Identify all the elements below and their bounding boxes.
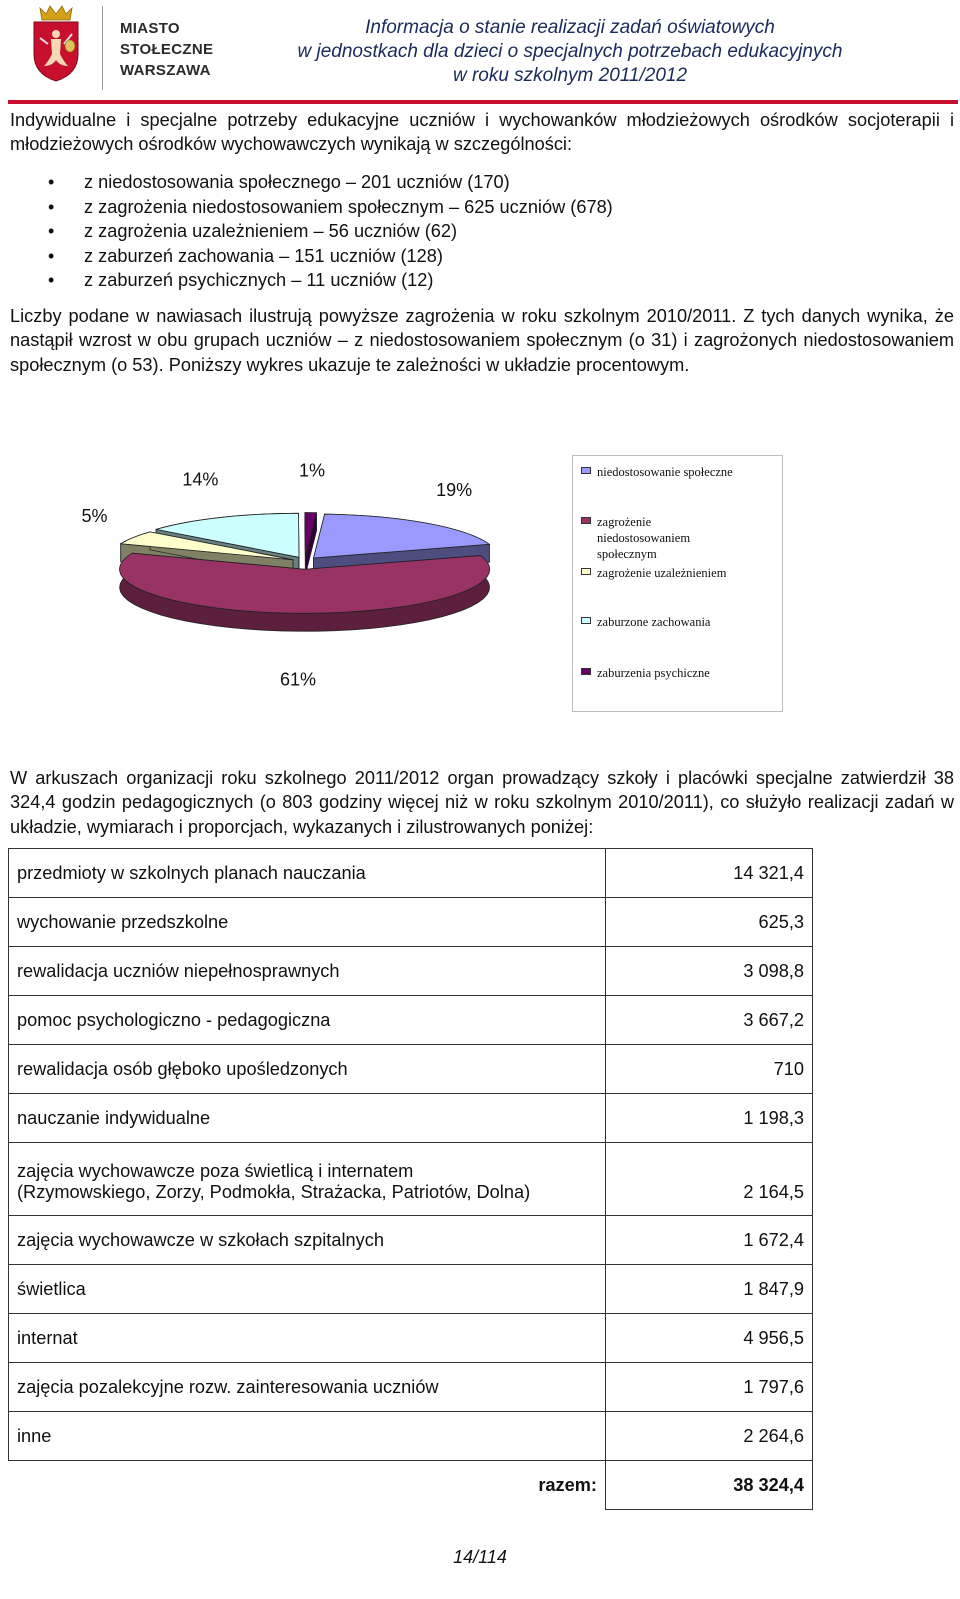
legend-swatch: [581, 467, 591, 474]
table-row: [9, 1265, 813, 1314]
table-row: [9, 898, 813, 947]
table-row: [9, 1363, 813, 1412]
row-label: [9, 1363, 606, 1412]
brand-name: [120, 18, 213, 81]
row-value: 3 098,8: [606, 947, 813, 996]
row-label-text: internat: [17, 1327, 78, 1348]
row-value: 3 667,2: [606, 996, 813, 1045]
row-label-text: zajęcia pozalekcyjne rozw. zainteresowania uczniów: [17, 1376, 439, 1397]
title-line: Informacja o stanie realizacji zadań oświatowych: [365, 17, 775, 38]
row-label: [9, 1143, 606, 1216]
table-row: [9, 1143, 813, 1216]
pie-slice: [120, 553, 490, 631]
explanation-paragraph: Liczby podane w nawiasach ilustrują powyższe zagrożenia w roku szkolnym 2010/2011. Z tych danych wynika, że nastąpił wzrost w obu grupach uczniów – z niedostosowaniem społecznym (o 31) i zagrożonych niedostosowaniem społecznym (o 53). Poniższy wykres ukazuje te zależności w układzie procentowym.: [10, 306, 954, 375]
row-label: [9, 898, 606, 947]
row-label-text: rewalidacja uczniów niepełnosprawnych: [17, 960, 340, 981]
row-value: 4 956,5: [606, 1314, 813, 1363]
row-value: 710: [606, 1045, 813, 1094]
row-value: 14 321,4: [606, 849, 813, 898]
bullet-list: [48, 170, 613, 293]
row-label-text: wychowanie przedszkolne: [17, 911, 229, 932]
slice-percent-label: 61%: [280, 669, 317, 690]
table-row: [9, 849, 813, 898]
document-title: [250, 16, 890, 88]
row-label: [9, 1265, 606, 1314]
total-value: 38 324,4: [606, 1461, 813, 1510]
legend-label: zagrożenie uzależnieniem: [597, 566, 727, 580]
table-row: [9, 1094, 813, 1143]
legend-swatch: [581, 668, 591, 675]
table-row: [9, 1412, 813, 1461]
row-value: 1 198,3: [606, 1094, 813, 1143]
legend-label: zaburzenia psychiczne: [597, 666, 710, 680]
row-value: 1 847,9: [606, 1265, 813, 1314]
row-label-text: rewalidacja osób głęboko upośledzonych: [17, 1058, 348, 1079]
intro-paragraph: Indywidualne i specjalne potrzeby edukacyjne uczniów i wychowanków młodzieżowych ośrodków socjoterapii i młodzieżowych ośrodków wychowawczych wynikają w szczególności:: [10, 110, 954, 155]
row-label-text: (Rzymowskiego, Zorzy, Podmokła, Strażacka, Patriotów, Dolna): [17, 1182, 531, 1202]
list-item: • z niedostosowania społecznego – 201 uczniów (170): [48, 170, 613, 195]
title-line: w roku szkolnym 2011/2012: [452, 65, 688, 86]
header-rule: [8, 100, 958, 104]
table-row: [9, 996, 813, 1045]
title-line: w jednostkach dla dzieci o specjalnych potrzebach edukacyjnych: [297, 41, 843, 62]
row-label: [9, 996, 606, 1045]
table-row: [9, 1045, 813, 1094]
row-label-text: świetlica: [17, 1278, 86, 1299]
hours-paragraph: W arkuszach organizacji roku szkolnego 2011/2012 organ prowadzący szkoły i placówki specjalne zatwierdził 38 324,4 godzin pedagogicznych (o 803 godziny więcej niż w roku szkolnym 2010/2011), co służyło realizacji zadań w układzie, wymiarach i proporcjach, wykazanych i zilustrowanych poniżej:: [10, 768, 954, 837]
table-row: [9, 1314, 813, 1363]
row-value: 2 164,5: [606, 1143, 813, 1216]
row-value: 625,3: [606, 898, 813, 947]
hours-table: [8, 848, 813, 1510]
legend-label: zagrożenie niedostosowaniem społecznym: [597, 515, 691, 561]
brand-line: MIASTO: [120, 20, 180, 37]
row-label: [9, 947, 606, 996]
warsaw-coat-of-arms-logo: [30, 4, 82, 82]
row-label: [9, 1094, 606, 1143]
row-value: 1 797,6: [606, 1363, 813, 1412]
row-label: [9, 1314, 606, 1363]
row-label: [9, 1216, 606, 1265]
list-item: • z zagrożenia niedostosowaniem społecznym – 625 uczniów (678): [48, 195, 613, 220]
row-label-text: zajęcia wychowawcze w szkołach szpitalnych: [17, 1229, 384, 1250]
list-item: • z zaburzeń psychicznych – 11 uczniów (12): [48, 268, 613, 293]
page-number: 14/114: [453, 1547, 507, 1567]
legend-swatch: [581, 517, 591, 524]
chart-legend: [572, 455, 783, 712]
row-label-text: pomoc psychologiczno - pedagogiczna: [17, 1009, 331, 1030]
slice-percent-label: 14%: [182, 469, 219, 490]
legend-swatch: [581, 568, 591, 575]
brand-line: WARSZAWA: [120, 62, 211, 79]
row-label: [9, 1045, 606, 1094]
slice-percent-label: 5%: [81, 506, 108, 527]
legend-label: zaburzone zachowania: [597, 615, 711, 629]
legend-label: niedostosowanie społeczne: [597, 465, 733, 479]
slice-percent-label: 1%: [298, 460, 325, 481]
row-label-text: nauczanie indywidualne: [17, 1107, 211, 1128]
row-label: [9, 1412, 606, 1461]
brand-line: STOŁECZNE: [120, 41, 214, 58]
legend-swatch: [581, 617, 591, 624]
row-label-text: inne: [17, 1425, 52, 1446]
total-label: razem:: [9, 1461, 606, 1510]
total-row: [9, 1461, 813, 1510]
table-row: [9, 1216, 813, 1265]
table-row: [9, 947, 813, 996]
row-value: 1 672,4: [606, 1216, 813, 1265]
row-label-text: zajęcia wychowawcze poza świetlicą i internatem: [17, 1161, 414, 1181]
row-label-text: przedmioty w szkolnych planach nauczania: [17, 862, 366, 883]
row-value: 2 264,6: [606, 1412, 813, 1461]
slice-percent-label: 19%: [436, 479, 473, 500]
list-item: • z zagrożenia uzależnieniem – 56 uczniów (62): [48, 219, 613, 244]
row-label: [9, 849, 606, 898]
header-divider: [102, 6, 103, 90]
list-item: • z zaburzeń zachowania – 151 uczniów (128): [48, 244, 613, 269]
